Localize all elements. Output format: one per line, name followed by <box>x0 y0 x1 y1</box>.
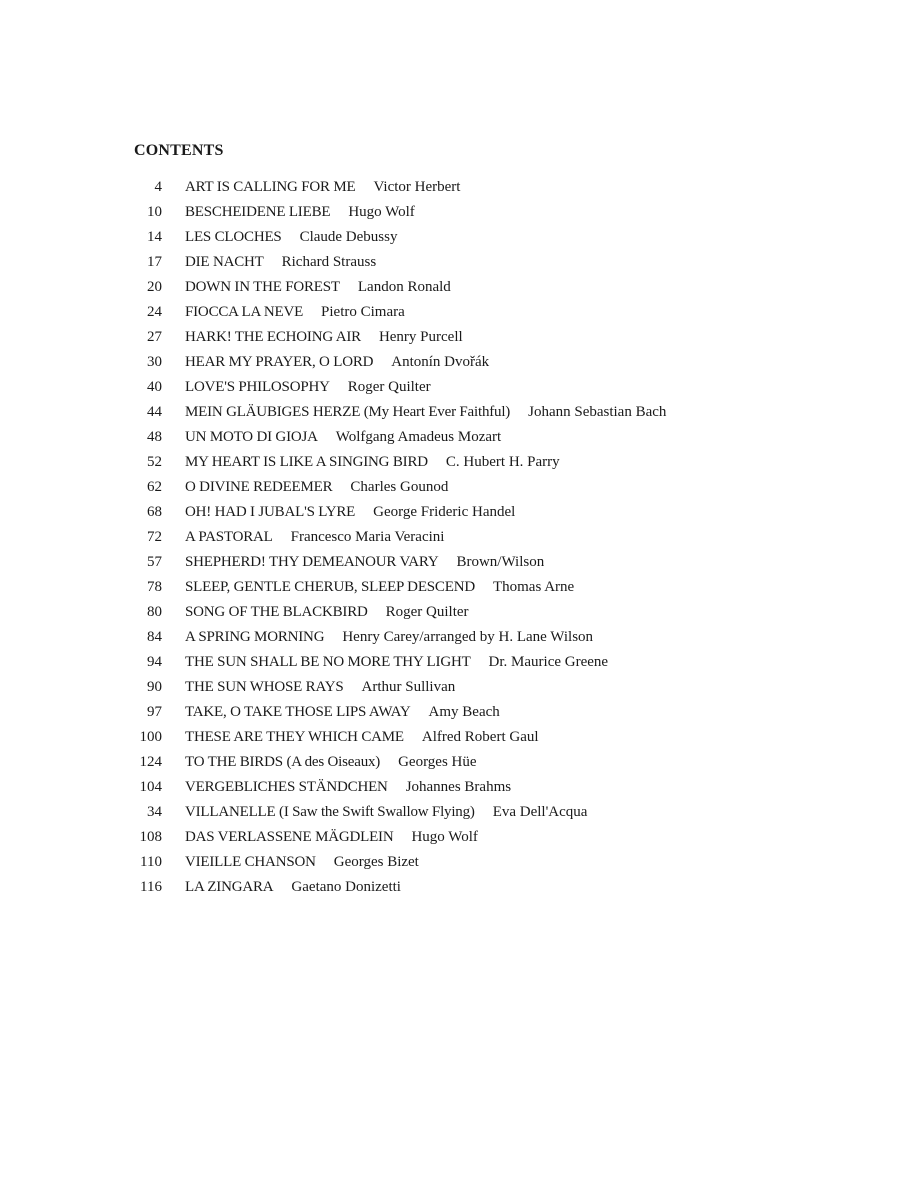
entry-song-title: DOWN IN THE FOREST <box>185 279 340 295</box>
entry-composer: Georges Hüe <box>398 754 477 770</box>
entry-page-number: 48 <box>147 429 162 445</box>
entry-song-title: HARK! THE ECHOING AIR <box>185 329 361 345</box>
contents-entry[interactable] <box>130 775 830 800</box>
entry-song-title: A SPRING MORNING <box>185 629 325 645</box>
entry-page-number: 52 <box>147 454 162 470</box>
entry-song-title: VERGEBLICHES STÄNDCHEN <box>185 779 388 795</box>
contents-entry[interactable] <box>130 700 830 725</box>
page-title: CONTENTS <box>134 142 224 159</box>
entry-page-number: 72 <box>147 529 162 545</box>
entry-composer: Brown/Wilson <box>456 554 545 570</box>
entry-page-number: 17 <box>147 254 162 270</box>
entry-composer: Georges Bizet <box>333 854 419 870</box>
entry-page-number: 24 <box>147 304 162 320</box>
entry-song-title: TO THE BIRDS (A des Oiseaux) <box>185 754 381 770</box>
entry-composer: Alfred Robert Gaul <box>421 729 539 745</box>
contents-entry[interactable] <box>130 875 830 900</box>
entry-page-number: 20 <box>147 279 162 295</box>
contents-entry[interactable] <box>130 625 830 650</box>
contents-entry[interactable] <box>130 600 830 625</box>
entry-composer: Claude Debussy <box>299 229 398 245</box>
contents-entry[interactable] <box>130 375 830 400</box>
entry-composer: Henry Carey/arranged by H. Lane Wilson <box>342 629 594 645</box>
entry-page-number: 116 <box>140 879 162 895</box>
contents-entry[interactable] <box>130 525 830 550</box>
contents-entry[interactable] <box>130 350 830 375</box>
contents-entry[interactable] <box>130 725 830 750</box>
entry-page-number: 30 <box>147 354 162 370</box>
entry-song-title: SLEEP, GENTLE CHERUB, SLEEP DESCEND <box>185 579 475 595</box>
entry-song-title: BESCHEIDENE LIEBE <box>185 204 331 220</box>
entry-composer: Roger Quilter <box>385 604 469 620</box>
contents-entry[interactable] <box>130 250 830 275</box>
entry-song-title: ART IS CALLING FOR ME <box>185 179 356 195</box>
contents-entry[interactable] <box>130 425 830 450</box>
contents-entry[interactable] <box>130 450 830 475</box>
entry-composer: Johannes Brahms <box>405 779 512 795</box>
entry-composer: Hugo Wolf <box>348 204 415 220</box>
entry-song-title: A PASTORAL <box>185 529 273 545</box>
entry-song-title: VIEILLE CHANSON <box>185 854 316 870</box>
entry-page-number: 4 <box>154 179 162 195</box>
entry-page-number: 108 <box>139 829 162 845</box>
contents-entry[interactable] <box>130 675 830 700</box>
entry-page-number: 34 <box>147 804 162 820</box>
entry-song-title: DIE NACHT <box>185 254 264 270</box>
entry-page-number: 40 <box>147 379 162 395</box>
entry-composer: Charles Gounod <box>350 479 449 495</box>
entry-song-title: LA ZINGARA <box>185 879 274 895</box>
entry-song-title: SONG OF THE BLACKBIRD <box>185 604 368 620</box>
contents-entry[interactable] <box>130 500 830 525</box>
contents-entry[interactable] <box>130 175 830 200</box>
contents-entry[interactable] <box>130 850 830 875</box>
contents-entry[interactable] <box>130 800 830 825</box>
entry-composer: C. Hubert H. Parry <box>445 454 560 470</box>
entry-page-number: 104 <box>139 779 162 795</box>
entry-composer: Wolfgang Amadeus Mozart <box>335 429 502 445</box>
entry-composer: Henry Purcell <box>378 329 463 345</box>
entry-page-number: 110 <box>140 854 162 870</box>
contents-entry[interactable] <box>130 400 830 425</box>
contents-entry[interactable] <box>130 300 830 325</box>
entry-song-title: THE SUN WHOSE RAYS <box>185 679 344 695</box>
entry-page-number: 124 <box>139 754 162 770</box>
entry-page-number: 97 <box>147 704 162 720</box>
entry-page-number: 78 <box>147 579 162 595</box>
entry-composer: Pietro Cimara <box>321 304 405 320</box>
contents-entry[interactable] <box>130 650 830 675</box>
entry-song-title: THE SUN SHALL BE NO MORE THY LIGHT <box>185 654 471 670</box>
entry-page-number: 62 <box>147 479 162 495</box>
entry-song-title: SHEPHERD! THY DEMEANOUR VARY <box>185 554 439 570</box>
entry-page-number: 84 <box>147 629 162 645</box>
contents-entry[interactable] <box>130 475 830 500</box>
entry-composer: Arthur Sullivan <box>361 679 456 695</box>
entry-song-title: TAKE, O TAKE THOSE LIPS AWAY <box>185 704 411 720</box>
entry-composer: Landon Ronald <box>357 279 451 295</box>
entry-composer: George Frideric Handel <box>373 504 516 520</box>
entry-page-number: 68 <box>147 504 162 520</box>
entry-song-title: LES CLOCHES <box>185 229 282 245</box>
entry-page-number: 44 <box>147 404 162 420</box>
entry-page-number: 94 <box>147 654 162 670</box>
entry-composer: Dr. Maurice Greene <box>488 654 609 670</box>
entry-composer: Eva Dell'Acqua <box>492 804 588 820</box>
entry-composer: Thomas Arne <box>492 579 575 595</box>
entry-page-number: 80 <box>147 604 162 620</box>
entry-composer: Victor Herbert <box>373 179 461 195</box>
contents-entry[interactable] <box>130 200 830 225</box>
entry-song-title: FIOCCA LA NEVE <box>185 304 304 320</box>
contents-list <box>130 175 830 900</box>
entry-song-title: O DIVINE REDEEMER <box>185 479 333 495</box>
entry-song-title: UN MOTO DI GIOJA <box>185 429 318 445</box>
contents-entry[interactable] <box>130 275 830 300</box>
entry-composer: Richard Strauss <box>281 254 377 270</box>
entry-composer: Johann Sebastian Bach <box>528 404 667 420</box>
entry-page-number: 57 <box>147 554 162 570</box>
entry-song-title: DAS VERLASSENE MÄGDLEIN <box>185 829 394 845</box>
contents-entry[interactable] <box>130 750 830 775</box>
entry-composer: Antonín Dvořák <box>391 354 490 370</box>
entry-song-title: MY HEART IS LIKE A SINGING BIRD <box>185 454 428 470</box>
entry-song-title: THESE ARE THEY WHICH CAME <box>185 729 404 745</box>
contents-entry[interactable] <box>130 825 830 850</box>
entry-song-title: LOVE'S PHILOSOPHY <box>185 379 330 395</box>
entry-composer: Gaetano Donizetti <box>291 879 401 895</box>
entry-page-number: 14 <box>147 229 162 245</box>
entry-composer: Francesco Maria Veracini <box>290 529 445 545</box>
contents-entry[interactable] <box>130 575 830 600</box>
entry-page-number: 100 <box>139 729 162 745</box>
contents-entry[interactable] <box>130 325 830 350</box>
entry-composer: Hugo Wolf <box>411 829 478 845</box>
entry-page-number: 90 <box>147 679 162 695</box>
contents-entry[interactable] <box>130 225 830 250</box>
entry-song-title: VILLANELLE (I Saw the Swift Swallow Flying) <box>185 804 475 820</box>
contents-entry[interactable] <box>130 550 830 575</box>
entry-composer: Roger Quilter <box>347 379 431 395</box>
entry-page-number: 27 <box>147 329 162 345</box>
entry-page-number: 10 <box>147 204 162 220</box>
entry-song-title: HEAR MY PRAYER, O LORD <box>185 354 374 370</box>
entry-composer: Amy Beach <box>428 704 500 720</box>
entry-song-title: MEIN GLÄUBIGES HERZE (My Heart Ever Faithful) <box>185 404 511 420</box>
entry-song-title: OH! HAD I JUBAL'S LYRE <box>185 504 356 520</box>
